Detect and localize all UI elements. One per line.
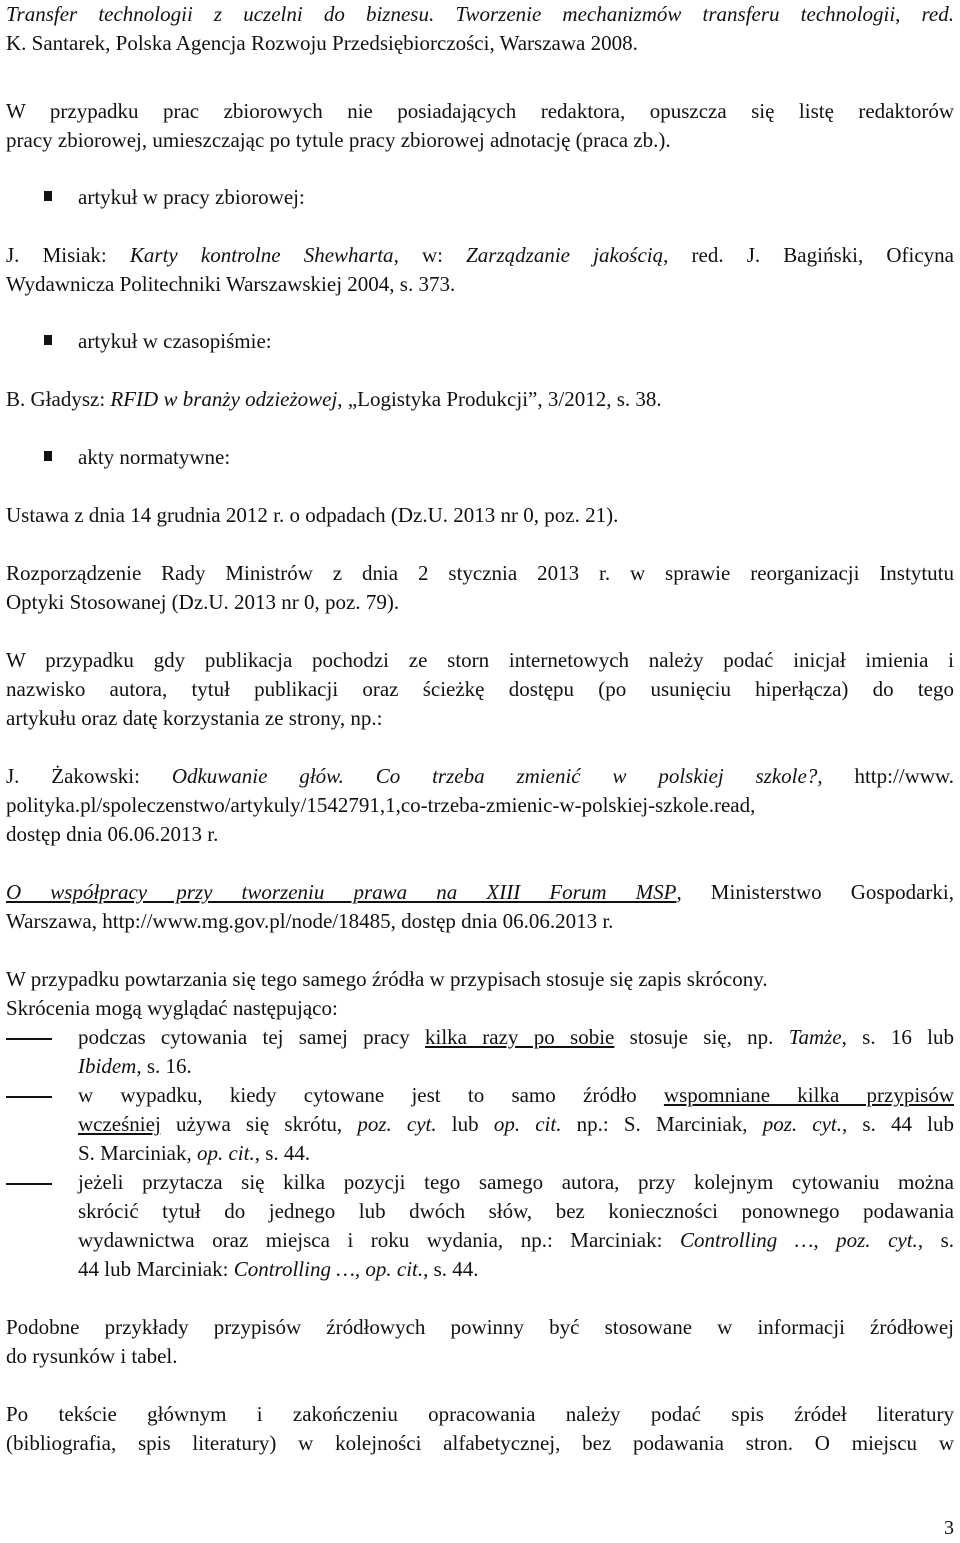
reference-line: J. Misiak: Karty kontrolne Shewharta, w: Zarządzanie jakością, red. J. Bagiński, Oficyna [6, 243, 954, 267]
paragraph-line: nazwisko autora, tytuł publikacji oraz ścieżkę dostępu (po usunięciu hiperłącza) do tego [6, 677, 954, 701]
paragraph-line: pracy zbiorowej, umieszczając po tytule pracy zbiorowej adnotację (praca zb.). [6, 128, 671, 152]
paragraph-line: (bibliografia, spis literatury) w kolejności alfabetycznej, bez podawania stron. O miejscu w [6, 1431, 954, 1455]
reference-line: Optyki Stosowanej (Dz.U. 2013 nr 0, poz. 79). [6, 590, 400, 614]
reference-line: Warszawa, http://www.mg.gov.pl/node/18485, dostęp dnia 06.06.2013 r. [6, 909, 614, 933]
dash-item-line: w wypadku, kiedy cytowane jest to samo źródło wspomniane kilka przypisów [78, 1083, 955, 1107]
dash-bullet-icon [6, 1183, 52, 1185]
reference-line: Ustawa z dnia 14 grudnia 2012 r. o odpadach (Dz.U. 2013 nr 0, poz. 21). [6, 503, 619, 527]
bullet-heading: artykuł w pracy zbiorowej: [78, 185, 305, 209]
dash-item-line: S. Marciniak, op. cit., s. 44. [78, 1141, 311, 1165]
reference-line: B. Gładysz: RFID w branży odzieżowej, „Logistyka Produkcji”, 3/2012, s. 38. [6, 387, 662, 411]
paragraph-line: W przypadku gdy publikacja pochodzi ze storn internetowych należy podać inicjał imienia i [6, 648, 954, 672]
bullet-heading: artykuł w czasopiśmie: [78, 329, 272, 353]
reference-line: K. Santarek, Polska Agencja Rozwoju Przedsiębiorczości, Warszawa 2008. [6, 31, 638, 55]
paragraph-line: Skrócenia mogą wyglądać następująco: [6, 996, 338, 1020]
page-number: 3 [944, 1517, 954, 1539]
dash-item-line: podczas cytowania tej samej pracy kilka razy po sobie stosuje się, np. Tamże, s. 16 lub [78, 1025, 955, 1049]
reference-line: dostęp dnia 06.06.2013 r. [6, 822, 219, 846]
paragraph-line: W przypadku powtarzania się tego samego źródła w przypisach stosuje się zapis skrócony. [6, 967, 768, 991]
reference-line: Rozporządzenie Rady Ministrów z dnia 2 stycznia 2013 r. w sprawie reorganizacji Instytutu [6, 561, 954, 585]
dash-item-line: jeżeli przytacza się kilka pozycji tego samego autora, przy kolejnym cytowaniu można [78, 1170, 954, 1194]
square-bullet-icon [44, 335, 52, 345]
reference-line: polityka.pl/spoleczenstwo/artykuly/1542791,1,co-trzeba-zmienic-w-polskiej-szkole.read, [6, 793, 756, 817]
reference-line: Wydawnicza Politechniki Warszawskiej 2004, s. 373. [6, 272, 456, 296]
dash-item-line: Ibidem, s. 16. [78, 1054, 192, 1078]
reference-line: J. Żakowski: Odkuwanie głów. Co trzeba zmienić w polskiej szkole?, http://www. [6, 764, 955, 788]
paragraph-line: Po tekście głównym i zakończeniu opracowania należy podać spis źródeł literatury [6, 1402, 954, 1426]
dash-item-line: skrócić tytuł do jednego lub dwóch słów, bez konieczności ponownego podawania [78, 1199, 954, 1223]
dash-item-line: wydawnictwa oraz miejsca i roku wydania, np.: Marciniak: Controlling …, poz. cyt., s. [78, 1228, 954, 1252]
square-bullet-icon [44, 191, 52, 201]
paragraph-line: artykułu oraz datę korzystania ze strony, np.: [6, 706, 383, 730]
reference-line: O współpracy przy tworzeniu prawa na XIII Forum MSP, Ministerstwo Gospodarki, [6, 880, 954, 904]
dash-item-line: wcześniej używa się skrótu, poz. cyt. lub op. cit. np.: S. Marciniak, poz. cyt., s. 44 lub [78, 1112, 954, 1136]
square-bullet-icon [44, 451, 52, 461]
dash-bullet-icon [6, 1038, 52, 1040]
bullet-heading: akty normatywne: [78, 445, 231, 469]
dash-bullet-icon [6, 1096, 52, 1098]
dash-item-line: 44 lub Marciniak: Controlling …, op. cit., s. 44. [78, 1257, 479, 1281]
reference-line: Transfer technologii z uczelni do biznesu. Tworzenie mechanizmów transferu technologii, red. [6, 2, 954, 26]
paragraph-line: Podobne przykłady przypisów źródłowych powinny być stosowane w informacji źródłowej [6, 1315, 954, 1339]
paragraph-line: do rysunków i tabel. [6, 1344, 178, 1368]
paragraph-line: W przypadku prac zbiorowych nie posiadających redaktora, opuszcza się listę redaktorów [6, 99, 954, 123]
